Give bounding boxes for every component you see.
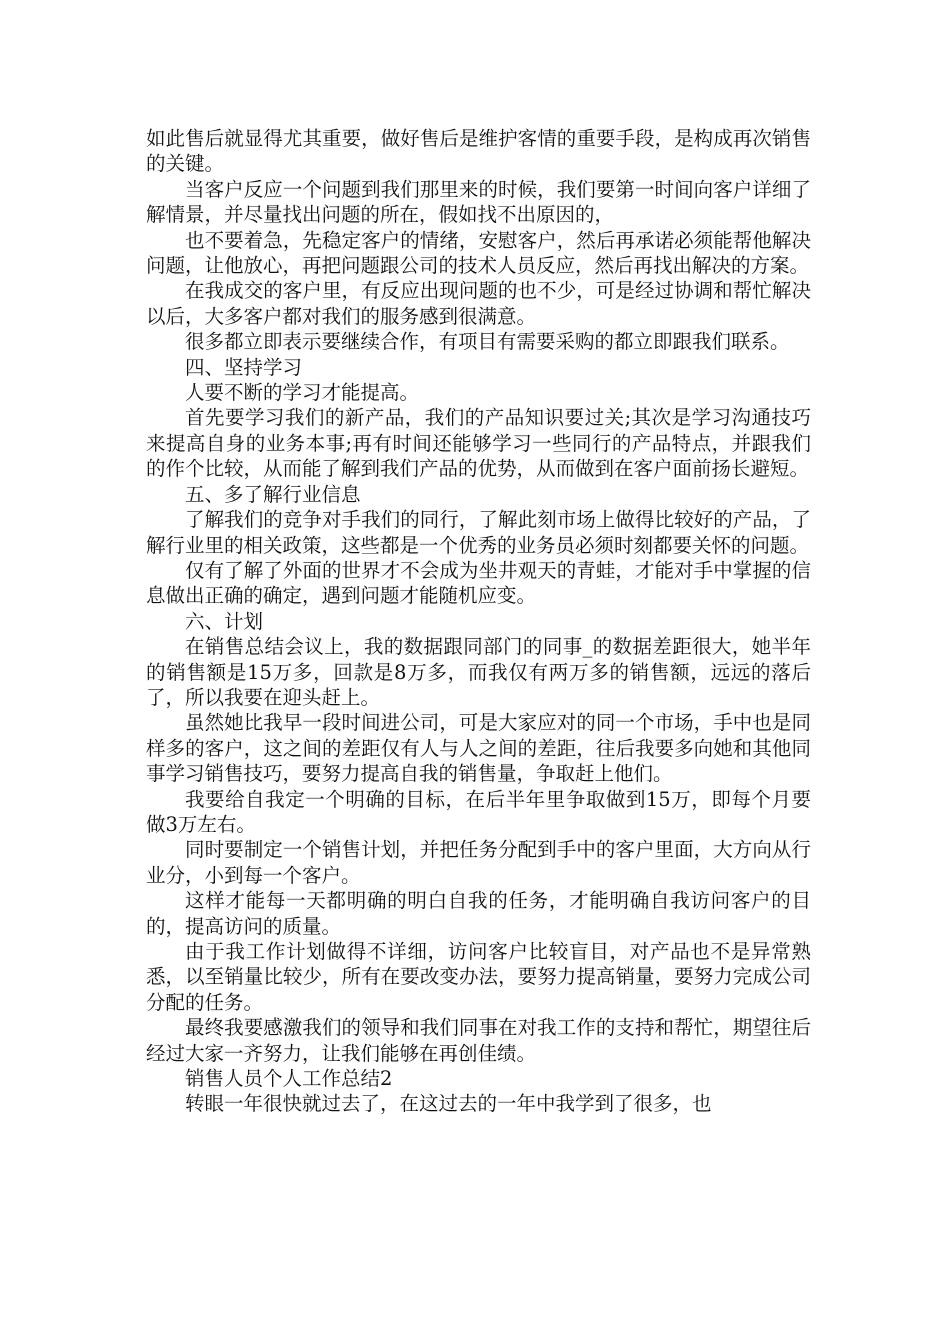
paragraph: 很多都立即表示要继续合作，有项目有需要采购的都立即跟我们联系。 (185, 330, 790, 354)
paragraph: 我要给自我定一个明确的目标，在后半年里争取做到15万，即每个月要做3万左右。 (146, 787, 811, 836)
paragraph: 在销售总结会议上，我的数据跟同部门的同事_的数据差距很大，她半年的销售额是15万多，回款是8万多，而我仅有两万多的销售额，远远的落后了，所以我要在迎头赶上。 (146, 635, 811, 709)
paragraph: 人要不断的学习才能提高。 (185, 381, 420, 405)
paragraph: 仅有了解了外面的世界才不会成为坐井观天的青蛙，才能对手中掌握的信息做出正确的确定，遇到问题才能随机应变。 (146, 558, 811, 608)
paragraph: 在我成交的客户里，有反应出现问题的也不少，可是经过协调和帮忙解决以后，大多客户都对我们的服务感到很满意。 (146, 279, 811, 328)
section-heading: 六、计划 (185, 609, 264, 633)
paragraph: 如此售后就显得尤其重要，做好售后是维护客情的重要手段，是构成再次销售的关键。 (146, 127, 811, 176)
document-body (146, 126, 811, 1117)
paragraph: 最终我要感激我们的领导和我们同事在对我工作的支持和帮忙，期望往后经过大家一齐努力，让我们能够在再创佳绩。 (146, 1016, 811, 1065)
section-heading: 销售人员个人工作总结2 (185, 1067, 393, 1091)
paragraph: 同时要制定一个销售计划，并把任务分配到手中的客户里面，大方向从行业分，小到每一个客户。 (146, 838, 811, 887)
paragraph: 首先要学习我们的新产品，我们的产品知识要过关;其次是学习沟通技巧来提高自身的业务本事;再有时间还能够学习一些同行的产品特点，并跟我们的作个比较，从而能了解到我们产品的优势，从而做到在客户面前扬长避短。 (146, 406, 811, 481)
paragraph: 由于我工作计划做得不详细，访问客户比较盲目，对产品也不是异常熟悉，以至销量比较少，所有在要改变办法，要努力提高销量，要努力完成公司分配的任务。 (146, 940, 811, 1014)
paragraph: 也不要着急，先稳定客户的情绪，安慰客户，然后再承诺必须能帮他解决问题，让他放心，再把问题跟公司的技术人员反应，然后再找出解决的方案。 (146, 228, 811, 278)
section-heading: 五、多了解行业信息 (185, 482, 361, 506)
paragraph: 这样才能每一天都明确的明白自我的任务，才能明确自我访问客户的目的，提高访问的质量。 (146, 889, 811, 938)
paragraph: 当客户反应一个问题到我们那里来的时候，我们要第一时间向客户详细了解情景，并尽量找出问题的所在，假如找不出原因的， (146, 177, 811, 227)
paragraph: 转眼一年很快就过去了，在这过去的一年中我学到了很多，也 (185, 1092, 712, 1116)
paragraph: 了解我们的竞争对手我们的同行，了解此刻市场上做得比较好的产品，了解行业里的相关政策，这些都是一个优秀的业务员必须时刻都要关怀的问题。 (146, 508, 811, 557)
section-heading: 四、坚持学习 (185, 355, 303, 379)
paragraph: 虽然她比我早一段时间进公司，可是大家应对的同一个市场，手中也是同样多的客户，这之间的差距仅有人与人之间的差距，往后我要多向她和其他同事学习销售技巧，要努力提高自我的销售量，争取赶上他们。 (146, 711, 811, 786)
